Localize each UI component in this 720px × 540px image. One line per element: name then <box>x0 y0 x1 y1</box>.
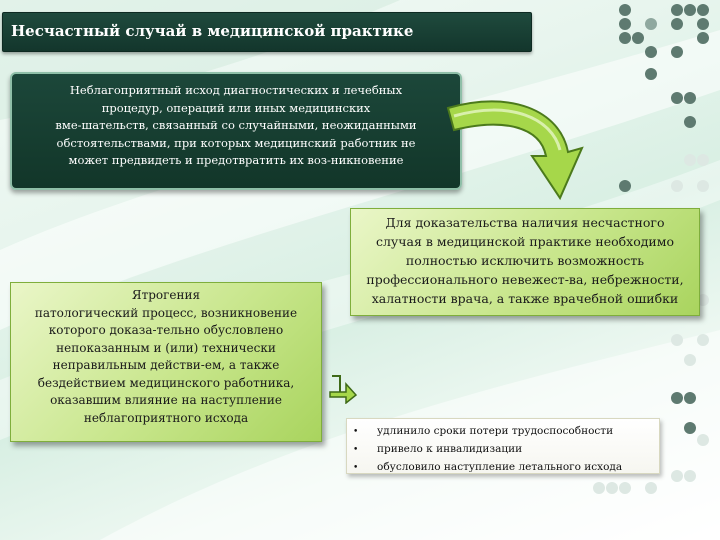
iatrogeny-heading: Ятрогения <box>131 288 201 302</box>
proof-line: случая в медицинской практике необходимо <box>375 234 675 249</box>
bullet: • <box>353 445 359 455</box>
bent-arrow-icon <box>326 370 360 404</box>
proof-line: профессионального невежест-ва, небрежности, <box>366 272 684 287</box>
iatrogeny-line: неправильным действи-ем, а также <box>52 358 280 372</box>
definition-line: обстоятельствами, при которых медицинский работник не <box>56 135 416 150</box>
definition-line: вме-шательств, связанный со случайными, неожиданными <box>55 118 417 132</box>
definition-line: Неблагоприятный исход диагностических и лечебных <box>69 83 403 97</box>
definition-box <box>10 72 462 190</box>
outcome-text: привело к инвалидизации <box>377 443 523 455</box>
iatrogeny-line: неблагоприятного исхода <box>83 410 249 425</box>
proof-box <box>350 208 700 316</box>
curved-arrow-icon <box>440 90 600 210</box>
iatrogeny-line: патологический процесс, возникновение <box>34 305 298 320</box>
list-item <box>353 459 655 477</box>
iatrogeny-line: оказавшим влияние на наступление <box>50 393 282 407</box>
slide-title: Несчастный случай в медицинской практике <box>11 22 414 40</box>
definition-line: может предвидеть и предотвратить их воз-никновение <box>68 153 404 167</box>
iatrogeny-line: непоказанным и (или) технически <box>56 340 276 355</box>
outcome-text: удлинило сроки потери трудоспособности <box>377 425 614 437</box>
definition-line: процедур, операций или иных медицинских <box>101 100 371 115</box>
outcomes-list <box>346 418 660 474</box>
iatrogeny-line: бездействием медицинского работника, <box>37 375 295 390</box>
iatrogeny-box <box>10 282 322 442</box>
bullet: • <box>353 463 359 473</box>
proof-line: халатности врача, а также врачебной ошибки <box>371 291 679 306</box>
proof-line: Для доказательства наличия несчастного <box>385 215 665 230</box>
proof-line: полностью исключить возможность <box>405 253 645 268</box>
slide-title-bar <box>2 12 532 52</box>
list-item <box>353 423 655 441</box>
outcome-text: обусловило наступление летального исхода <box>377 461 623 473</box>
list-item <box>353 441 655 459</box>
bullet: • <box>353 427 359 437</box>
iatrogeny-line: которого доказа-тельно обусловлено <box>48 323 284 337</box>
